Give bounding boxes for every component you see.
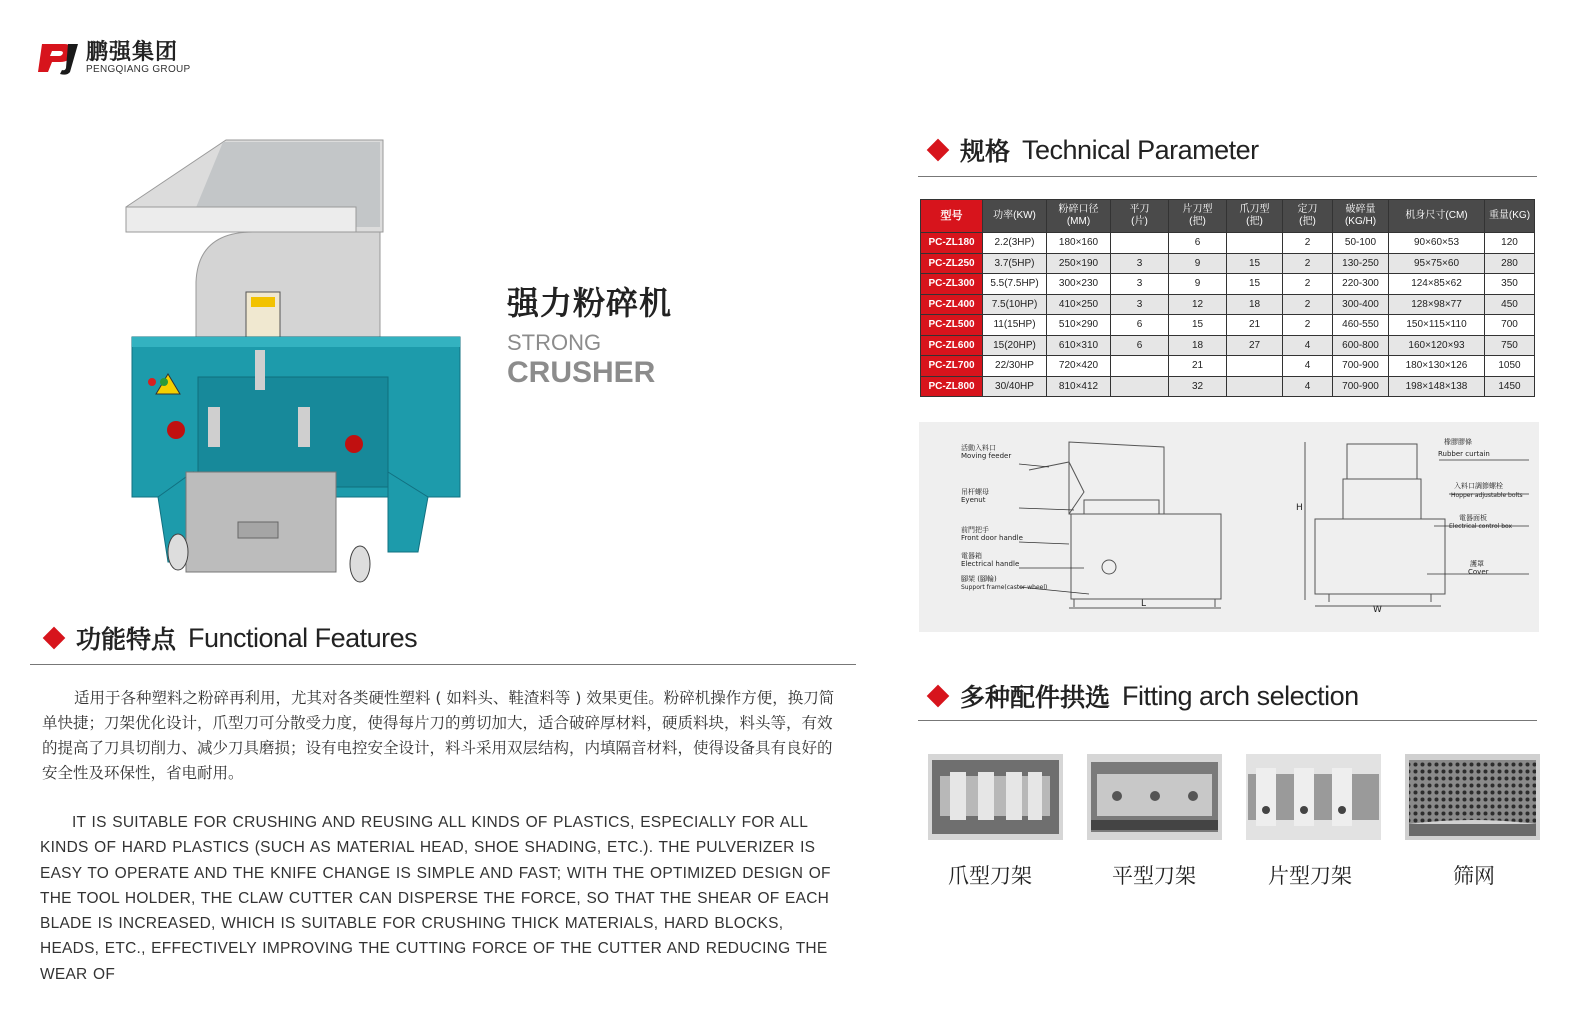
label-electrical-cn: 電器箱 (961, 552, 982, 560)
features-heading-en: Functional Features (188, 622, 418, 653)
spec-divider (918, 176, 1537, 177)
table-row (921, 294, 1535, 315)
features-paragraph-cn: 适用于各种塑料之粉碎再利用，尤其对各类硬性塑料 ( 如料头、鞋渣料等 ) 效果更佳。粉碎机操作方便，换刀简单快捷；刀架优化设计，爪型刀可分散受力度，使得每片刀的剪切加大，适合破碎厚材料，硬质料块，料头等，有效的提高了刀具切削力、减少刀具磨损；设有电控安全设计，料斗采用双层结构，内填隔音材料，使得设备具有良好的安全性及环保性，省电耐用。 (42, 689, 835, 782)
fitting-label-blade: 片型刀架 (1268, 864, 1352, 888)
spec-value-cell: 410×250 (1047, 294, 1111, 315)
spec-value-cell (1111, 233, 1169, 254)
table-row (921, 356, 1535, 377)
spec-value-cell: 150×115×110 (1389, 315, 1485, 336)
spec-model-cell: PC-ZL400 (921, 294, 983, 315)
spec-value-cell (1111, 356, 1169, 377)
spec-value-cell (1227, 376, 1283, 397)
spec-value-cell: 460-550 (1333, 315, 1389, 336)
product-title-cn: 强力粉碎机 (507, 285, 673, 321)
label-cover-cn: 護罩 (1470, 560, 1484, 568)
spec-value-cell: 30/40HP (983, 376, 1047, 397)
spec-header-cell (1111, 200, 1169, 233)
features-heading-cn: 功能特点 (76, 626, 177, 654)
spec-value-cell: 1050 (1485, 356, 1535, 377)
spec-value-cell: 124×85×62 (1389, 274, 1485, 295)
spec-value-cell: 2 (1283, 274, 1333, 295)
spec-value-cell: 7.5(10HP) (983, 294, 1047, 315)
brand-logo (34, 40, 191, 76)
dimension-length-label: L (1141, 599, 1147, 609)
fittings-heading-cn: 多种配件拱选 (960, 684, 1111, 712)
spec-value-cell: 6 (1111, 315, 1169, 336)
spec-table (920, 199, 1535, 397)
spec-header-text: (把) (1189, 216, 1206, 227)
spec-header-model (921, 200, 983, 233)
fittings-heading (930, 678, 1359, 714)
spec-value-cell: 6 (1169, 233, 1227, 254)
spec-header-cell (1047, 200, 1111, 233)
label-rubber-cn: 橡膠膠條 (1444, 438, 1472, 446)
spec-value-cell: 3 (1111, 294, 1169, 315)
label-support-cn: 腳架 (腳輪) (961, 575, 997, 583)
fittings-divider (918, 720, 1537, 721)
spec-header-text: 型号 (940, 210, 963, 222)
spec-value-cell (1111, 376, 1169, 397)
table-row (921, 233, 1535, 254)
pengqiang-logo-icon (34, 40, 80, 76)
spec-header-text: (把) (1299, 216, 1316, 227)
spec-model-cell: PC-ZL250 (921, 253, 983, 274)
spec-value-cell: 1450 (1485, 376, 1535, 397)
features-paragraph-en: IT IS SUITABLE FOR CRUSHING AND REUSING ALL KINDS OF PLASTICS, ESPECIALLY FOR ALL KINDS OF HARD PLASTICS (SUCH AS MATERIAL HEAD, SHOE SHADING, ETC.). THE PULVERIZER IS EASY TO OPERATE AND THE KNIFE CHANGE IS SIMPLE AND FAST; WITH THE OPTIMIZED DESIGN OF THE TOOL HOLDER, THE CLAW CUTTER CAN DISPERSE THE FORCE, SO THAT THE SHEAR OF EACH BLADE IS INCREASED, WHICH IS SUITABLE FOR CRUSHING THICK MATERIALS, HARD BLOCKS, HEADS, ETC., EFFECTIVELY IMPROVING THE CUTTING FORCE OF THE CUTTER AND REDUCING THE WEAR OF (40, 814, 831, 983)
spec-header-text: 重量(KG) (1488, 210, 1531, 221)
spec-header-text: 爪刀型 (1239, 204, 1270, 215)
spec-value-cell: 130-250 (1333, 253, 1389, 274)
spec-value-cell: 3.7(5HP) (983, 253, 1047, 274)
label-support-en: Support frame(castor wheel) (961, 584, 1048, 591)
spec-header-text: (把) (1246, 216, 1263, 227)
spec-value-cell: 2 (1283, 253, 1333, 274)
spec-value-cell: 15(20HP) (983, 335, 1047, 356)
spec-value-cell: 220-300 (1333, 274, 1389, 295)
table-row (921, 335, 1535, 356)
spec-header-cell (1333, 200, 1389, 233)
spec-value-cell: 280 (1485, 253, 1535, 274)
spec-header-cell (1169, 200, 1227, 233)
spec-value-cell: 15 (1169, 315, 1227, 336)
label-hopper-bolts-cn: 入料口調節螺栓 (1454, 482, 1503, 490)
logo-chinese-name: 鹏强集团 (86, 39, 179, 64)
spec-value-cell: 90×60×53 (1389, 233, 1485, 254)
spec-model-cell: PC-ZL600 (921, 335, 983, 356)
label-hopper-bolts-en: Hopper adjustable bolts (1451, 492, 1523, 499)
spec-heading (930, 132, 1259, 168)
spec-value-cell: 2 (1283, 315, 1333, 336)
crusher-machine-image (118, 132, 468, 592)
spec-value-cell: 750 (1485, 335, 1535, 356)
spec-header-text: 定刀 (1297, 204, 1318, 215)
fitting-label-flat: 平型刀架 (1112, 864, 1196, 888)
spec-value-cell: 27 (1227, 335, 1283, 356)
spec-value-cell: 2 (1283, 233, 1333, 254)
spec-value-cell: 300-400 (1333, 294, 1389, 315)
spec-header-row (921, 200, 1535, 233)
spec-value-cell (1227, 356, 1283, 377)
spec-header-text: 功率(KW) (993, 210, 1036, 221)
spec-value-cell: 700-900 (1333, 376, 1389, 397)
label-moving-feeder-en: Moving feeder (961, 452, 1012, 460)
table-row (921, 253, 1535, 274)
spec-value-cell: 700 (1485, 315, 1535, 336)
spec-value-cell: 2.2(3HP) (983, 233, 1047, 254)
spec-value-cell: 120 (1485, 233, 1535, 254)
table-row (921, 315, 1535, 336)
spec-value-cell: 810×412 (1047, 376, 1111, 397)
table-row (921, 376, 1535, 397)
screen-mesh-image (1405, 754, 1540, 840)
flat-cutter-holder-image (1087, 754, 1222, 840)
spec-header-cell (1389, 200, 1485, 233)
spec-header-text: 片刀型 (1182, 204, 1213, 215)
spec-value-cell: 5.5(7.5HP) (983, 274, 1047, 295)
spec-value-cell: 50-100 (1333, 233, 1389, 254)
product-title-en-line2: CRUSHER (507, 356, 656, 389)
spec-value-cell: 198×148×138 (1389, 376, 1485, 397)
label-eyenut-en: Eyenut (961, 496, 986, 504)
spec-value-cell: 9 (1169, 253, 1227, 274)
spec-value-cell: 15 (1227, 253, 1283, 274)
spec-value-cell: 700-900 (1333, 356, 1389, 377)
spec-value-cell: 11(15HP) (983, 315, 1047, 336)
spec-model-cell: PC-ZL700 (921, 356, 983, 377)
spec-header-cell (983, 200, 1047, 233)
label-rubber-en: Rubber curtain (1438, 450, 1490, 458)
logo-english-name: PENGQIANG GROUP (86, 64, 191, 75)
label-front-door-cn: 前門把手 (961, 526, 989, 534)
spec-value-cell: 18 (1169, 335, 1227, 356)
fitting-label-claw: 爪型刀架 (948, 864, 1032, 888)
spec-value-cell: 22/30HP (983, 356, 1047, 377)
spec-header-text: (片) (1131, 216, 1148, 227)
features-divider (30, 664, 856, 665)
label-front-door-en: Front door handle (961, 534, 1023, 542)
spec-header-text: 粉碎口径 (1058, 204, 1099, 215)
label-eyenut-cn: 吊杆螺母 (961, 488, 989, 496)
fittings-heading-en: Fitting arch selection (1122, 680, 1359, 711)
dimension-width-label: W (1373, 605, 1382, 615)
spec-value-cell: 610×310 (1047, 335, 1111, 356)
spec-value-cell: 128×98×77 (1389, 294, 1485, 315)
label-moving-feeder-cn: 活動入料口 (961, 444, 996, 452)
spec-value-cell: 720×420 (1047, 356, 1111, 377)
spec-value-cell: 180×160 (1047, 233, 1111, 254)
spec-model-cell: PC-ZL180 (921, 233, 983, 254)
spec-value-cell: 180×130×126 (1389, 356, 1485, 377)
blade-cutter-holder-image (1246, 754, 1381, 840)
spec-value-cell: 18 (1227, 294, 1283, 315)
spec-value-cell: 4 (1283, 376, 1333, 397)
spec-value-cell: 95×75×60 (1389, 253, 1485, 274)
spec-value-cell: 3 (1111, 274, 1169, 295)
spec-model-cell: PC-ZL500 (921, 315, 983, 336)
spec-value-cell (1227, 233, 1283, 254)
spec-model-cell: PC-ZL800 (921, 376, 983, 397)
spec-header-text: (KG/H) (1344, 216, 1377, 227)
features-heading (46, 620, 417, 656)
spec-value-cell: 300×230 (1047, 274, 1111, 295)
table-row (921, 274, 1535, 295)
diamond-bullet-icon (43, 627, 66, 650)
fitting-label-screen: 筛网 (1453, 864, 1495, 888)
spec-heading-en: Technical Parameter (1022, 134, 1259, 165)
dimension-diagram (919, 422, 1539, 632)
label-control-box-en: Electrical control box (1449, 523, 1513, 530)
diamond-bullet-icon (927, 139, 950, 162)
spec-value-cell: 32 (1169, 376, 1227, 397)
spec-header-text: (MM) (1066, 216, 1091, 227)
spec-value-cell: 510×290 (1047, 315, 1111, 336)
spec-value-cell: 21 (1169, 356, 1227, 377)
label-electrical-en: Electrical handle (961, 560, 1020, 568)
spec-header-cell (1283, 200, 1333, 233)
spec-value-cell: 600-800 (1333, 335, 1389, 356)
spec-value-cell: 350 (1485, 274, 1535, 295)
spec-value-cell: 6 (1111, 335, 1169, 356)
spec-value-cell: 12 (1169, 294, 1227, 315)
spec-value-cell: 4 (1283, 356, 1333, 377)
spec-value-cell: 450 (1485, 294, 1535, 315)
spec-value-cell: 9 (1169, 274, 1227, 295)
spec-value-cell: 160×120×93 (1389, 335, 1485, 356)
spec-value-cell: 250×190 (1047, 253, 1111, 274)
spec-header-text: 破碎量 (1345, 204, 1376, 215)
product-title-en-line1: STRONG (507, 330, 602, 355)
spec-value-cell: 2 (1283, 294, 1333, 315)
spec-value-cell: 4 (1283, 335, 1333, 356)
spec-header-text: 平刀 (1129, 204, 1150, 215)
label-cover-en: Cover (1468, 568, 1489, 576)
spec-value-cell: 15 (1227, 274, 1283, 295)
spec-model-cell: PC-ZL300 (921, 274, 983, 295)
spec-value-cell: 3 (1111, 253, 1169, 274)
claw-cutter-holder-image (928, 754, 1063, 840)
spec-heading-cn: 规格 (960, 138, 1011, 166)
dimension-height-label: H (1296, 503, 1303, 513)
spec-header-cell (1227, 200, 1283, 233)
spec-value-cell: 21 (1227, 315, 1283, 336)
label-control-box-cn: 電器面板 (1459, 514, 1487, 522)
spec-header-text: 机身尺寸(CM) (1405, 210, 1468, 221)
spec-header-cell (1485, 200, 1535, 233)
diamond-bullet-icon (927, 685, 950, 708)
